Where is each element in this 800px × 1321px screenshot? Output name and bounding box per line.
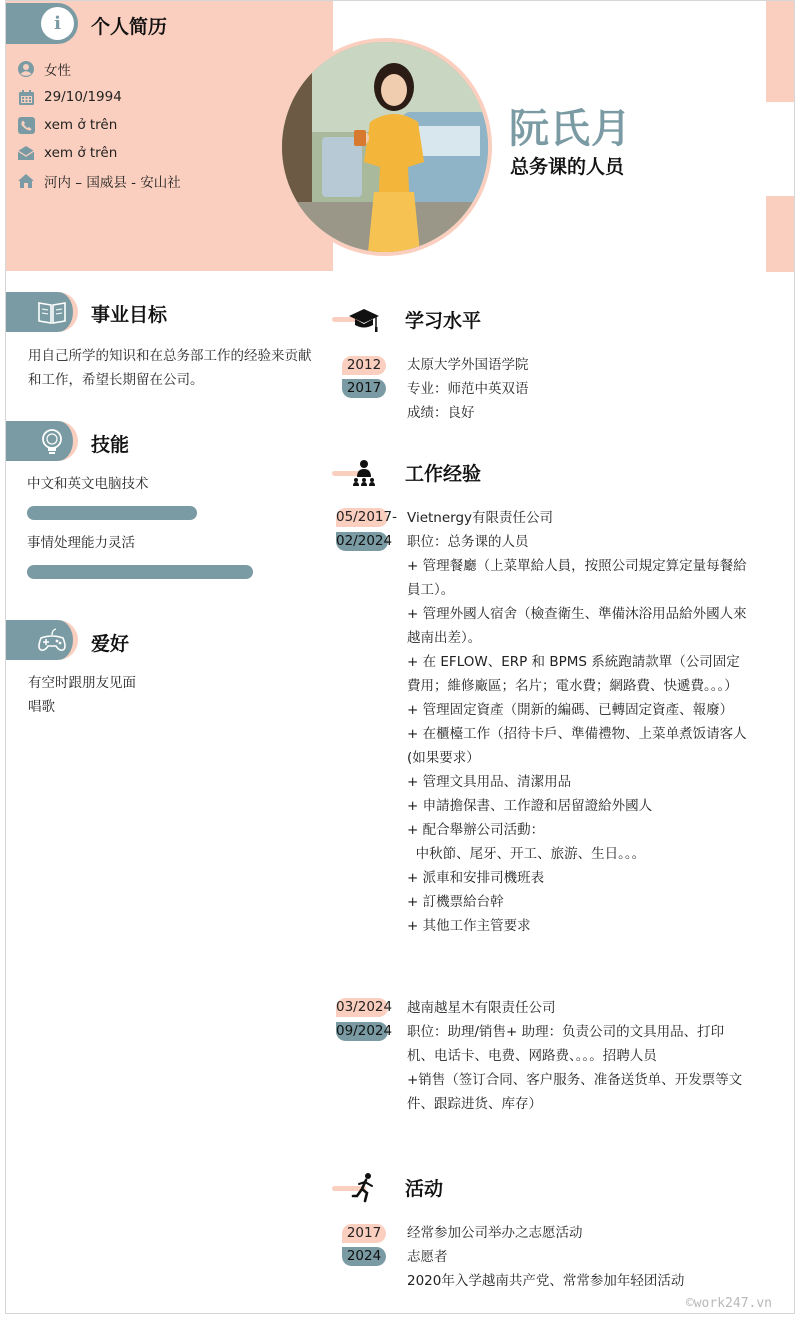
job-2-date-to: 09/2024	[336, 1023, 393, 1039]
education-date-from: 2012	[342, 356, 386, 375]
job-1-line: 中秋節、尾牙、开工、旅游、生日。。。	[407, 846, 646, 862]
job-title: 总务课的人员	[510, 156, 625, 178]
job-2-line: 职位：助理/销售+ 助理：负责公司的文具用品、打印机、电话卡、电费、网路费、。。。招聘人员	[407, 1024, 725, 1064]
calendar-icon	[17, 88, 35, 106]
person-name: 阮氏月	[509, 106, 632, 152]
education-line: 成绩：良好	[407, 405, 475, 421]
phone-icon	[17, 116, 35, 134]
experience-title: 工作经验	[405, 463, 482, 485]
hobby-1: 有空时跟朋友见面	[28, 675, 136, 691]
hobbies-title: 爱好	[91, 633, 130, 655]
email-text: xem ở trên	[44, 145, 118, 161]
job-2-line: 越南越星木有限责任公司	[407, 1000, 556, 1016]
job-1-line: Vietnergy有限责任公司	[407, 510, 554, 526]
education-line: 太原大学外国语学院	[407, 357, 529, 373]
job-1-line: + 訂機票給台幹	[407, 894, 504, 910]
activity-line: 志愿者	[407, 1249, 448, 1265]
skill-2-label: 事情处理能力灵活	[27, 535, 135, 551]
activity-line: 经常参加公司举办之志愿活动	[407, 1225, 583, 1241]
skill-2-bar	[27, 565, 253, 579]
job-1-line: + 管理文具用品、清潔用品	[407, 774, 572, 790]
home-icon	[17, 172, 35, 190]
activities-date-to: 2024	[342, 1247, 386, 1266]
gender-row	[17, 58, 71, 80]
education-line: 专业：师范中英双语	[407, 381, 529, 397]
job-1-line: + 管理外國人宿舍（檢查衛生、準備沐浴用品給外國人來越南出差）。	[407, 606, 747, 646]
education-heading-icon-group	[332, 303, 392, 333]
job-1-line: 职位：总务课的人员	[407, 534, 529, 550]
profile-heading-pill	[6, 3, 78, 44]
objective-text: 用自己所学的知识和在总务部工作的经验来贡献和工作，希望长期留在公司。	[28, 348, 312, 388]
birthday-text: 29/10/1994	[44, 89, 122, 105]
objective-heading-pill	[6, 292, 78, 332]
activities-heading-icon-group	[332, 1172, 392, 1202]
education-details	[407, 353, 749, 425]
team-icon	[348, 457, 380, 489]
activities-details	[407, 1221, 749, 1293]
job-1-date-from: 05/2017-	[336, 509, 397, 525]
address-row	[17, 170, 181, 192]
job-1-details	[407, 506, 749, 938]
skills-heading-pill	[6, 421, 78, 461]
objective-title: 事业目标	[91, 304, 168, 326]
job-1-line: + 配合舉辦公司活動：	[407, 822, 545, 838]
job-1-line: + 管理餐廳（上菜單給人員，按照公司規定算定量每餐給員工）。	[407, 558, 747, 598]
decor-tab-bottom	[766, 196, 794, 272]
decor-tab-top	[766, 1, 794, 102]
job-1-line: + 管理固定資產（開新的編碼、已轉固定資產、報廢）	[407, 702, 734, 718]
job-1-line: + 在櫃檯工作（招待卡戶、準備禮物、上菜单煮饭请客人(如果要求）	[407, 726, 747, 766]
education-title: 学习水平	[405, 310, 482, 332]
email-icon	[17, 144, 35, 162]
birthday-row	[17, 86, 122, 108]
job-2-details	[407, 996, 749, 1116]
email-row	[17, 142, 117, 164]
activities-title: 活动	[405, 1178, 444, 1200]
hobbies-heading-pill	[6, 620, 78, 660]
phone-text: xem ở trên	[44, 117, 118, 133]
watermark: ©work247.vn	[685, 1296, 772, 1311]
job-1-date-to: 02/2024	[336, 533, 393, 549]
education-date-to: 2017	[342, 379, 386, 398]
job-1-line: + 其他工作主管要求	[407, 918, 531, 934]
experience-heading-icon-group	[332, 457, 392, 487]
profile-photo	[282, 42, 488, 252]
book-icon	[36, 296, 68, 328]
hobby-2: 唱歌	[28, 699, 55, 715]
profile-title: 个人简历	[91, 16, 168, 38]
job-1-line: + 申請擔保書、工作證和居留證給外國人	[407, 798, 653, 814]
phone-row	[17, 114, 117, 136]
skill-1-bar	[27, 506, 197, 520]
user-icon	[17, 60, 35, 78]
address-text: 河内 – 国威县 - 安山社	[44, 175, 181, 191]
job-1-line: + 派車和安排司機班表	[407, 870, 545, 886]
running-person-icon	[348, 1172, 380, 1204]
gender-text: 女性	[44, 63, 71, 79]
graduation-cap-icon	[348, 303, 380, 335]
gamepad-icon	[36, 624, 68, 656]
resume-page	[5, 0, 795, 1314]
lightbulb-icon	[36, 425, 68, 457]
skill-1-label: 中文和英文电脑技术	[27, 476, 149, 492]
info-icon: i	[41, 7, 74, 40]
skills-title: 技能	[91, 434, 130, 456]
job-2-date-from: 03/2024	[336, 999, 393, 1015]
activity-line: 2020年入学越南共产党、常常参加年轻团活动	[407, 1273, 685, 1289]
job-2-line: +销售（签订合同、客户服务、准备送货单、开发票等文件、跟踪进货、库存）	[407, 1072, 743, 1112]
job-1-line: + 在 EFLOW、ERP 和 BPMS 系統跑請款單（公司固定費用；維修廠區；名片；電水費；網路費、快遞費。。。）	[407, 654, 740, 694]
activities-date-from: 2017	[342, 1224, 386, 1243]
